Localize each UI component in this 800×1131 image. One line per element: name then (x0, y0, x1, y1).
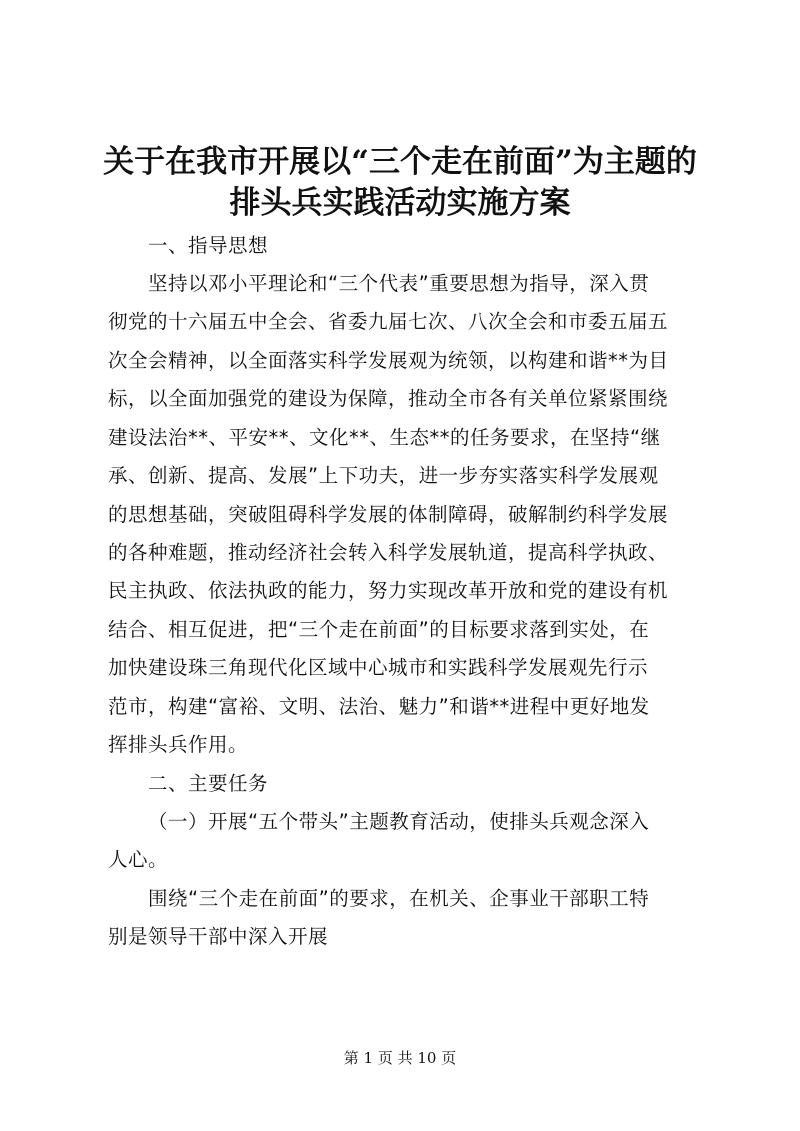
document-title-line-1: 关于在我市开展以“三个走在前面”为主题的 (103, 144, 697, 180)
paragraph-line: 次全会精神，以全面落实科学发展观为统领，以构建和谐**为目 (108, 349, 669, 372)
paragraph-line: 承、创新、提高、发展”上下功夫，进一步夯实落实科学发展观 (108, 464, 659, 487)
paragraph-line: 的各种难题，推动经济社会转入科学发展轨道，提高科学执政、 (108, 541, 669, 564)
paragraph-line: 挥排头兵作用。 (108, 733, 249, 756)
paragraph-line: 彻党的十六届五中全会、省委九届七次、八次全会和市委五届五 (108, 310, 669, 333)
document-title-line-2: 排头兵实践活动实施方案 (229, 185, 571, 221)
paragraph-line: 结合、相互促进，把“三个走在前面”的目标要求落到实处，在 (108, 618, 650, 641)
subsection-heading-continued: 人心。 (108, 848, 169, 871)
paragraph-line: 范市，构建“富裕、文明、法治、魅力”和谐**进程中更好地发 (108, 695, 650, 718)
paragraph-line: 民主执政、依法执政的能力，努力实现改革开放和党的建设有机 (108, 579, 669, 602)
paragraph-line: 标，以全面加强党的建设为保障，推动全市各有关单位紧紧围绕 (108, 387, 669, 410)
page-footer: 第 1 页 共 10 页 (343, 1049, 457, 1067)
paragraph-line: 建设法治**、平安**、文化**、生态**的任务要求，在坚持“继 (108, 426, 661, 449)
paragraph-line: 加快建设珠三角现代化区域中心城市和实践科学发展观先行示 (108, 656, 649, 679)
paragraph-line: 坚持以邓小平理论和“三个代表”重要思想为指导，深入贯 (148, 272, 650, 295)
section-heading-guiding-thought: 一、指导思想 (148, 234, 269, 257)
section-heading-main-tasks: 二、主要任务 (148, 772, 269, 795)
paragraph-line: 别是领导干部中深入开展 (108, 925, 329, 948)
paragraph-line: 的思想基础，突破阻碍科学发展的体制障碍，破解制约科学发展 (108, 503, 669, 526)
paragraph-line: 围绕“三个走在前面”的要求，在机关、企事业干部职工特 (148, 887, 650, 910)
subsection-heading: （一）开展“五个带头”主题教育活动，使排头兵观念深入 (148, 810, 650, 833)
